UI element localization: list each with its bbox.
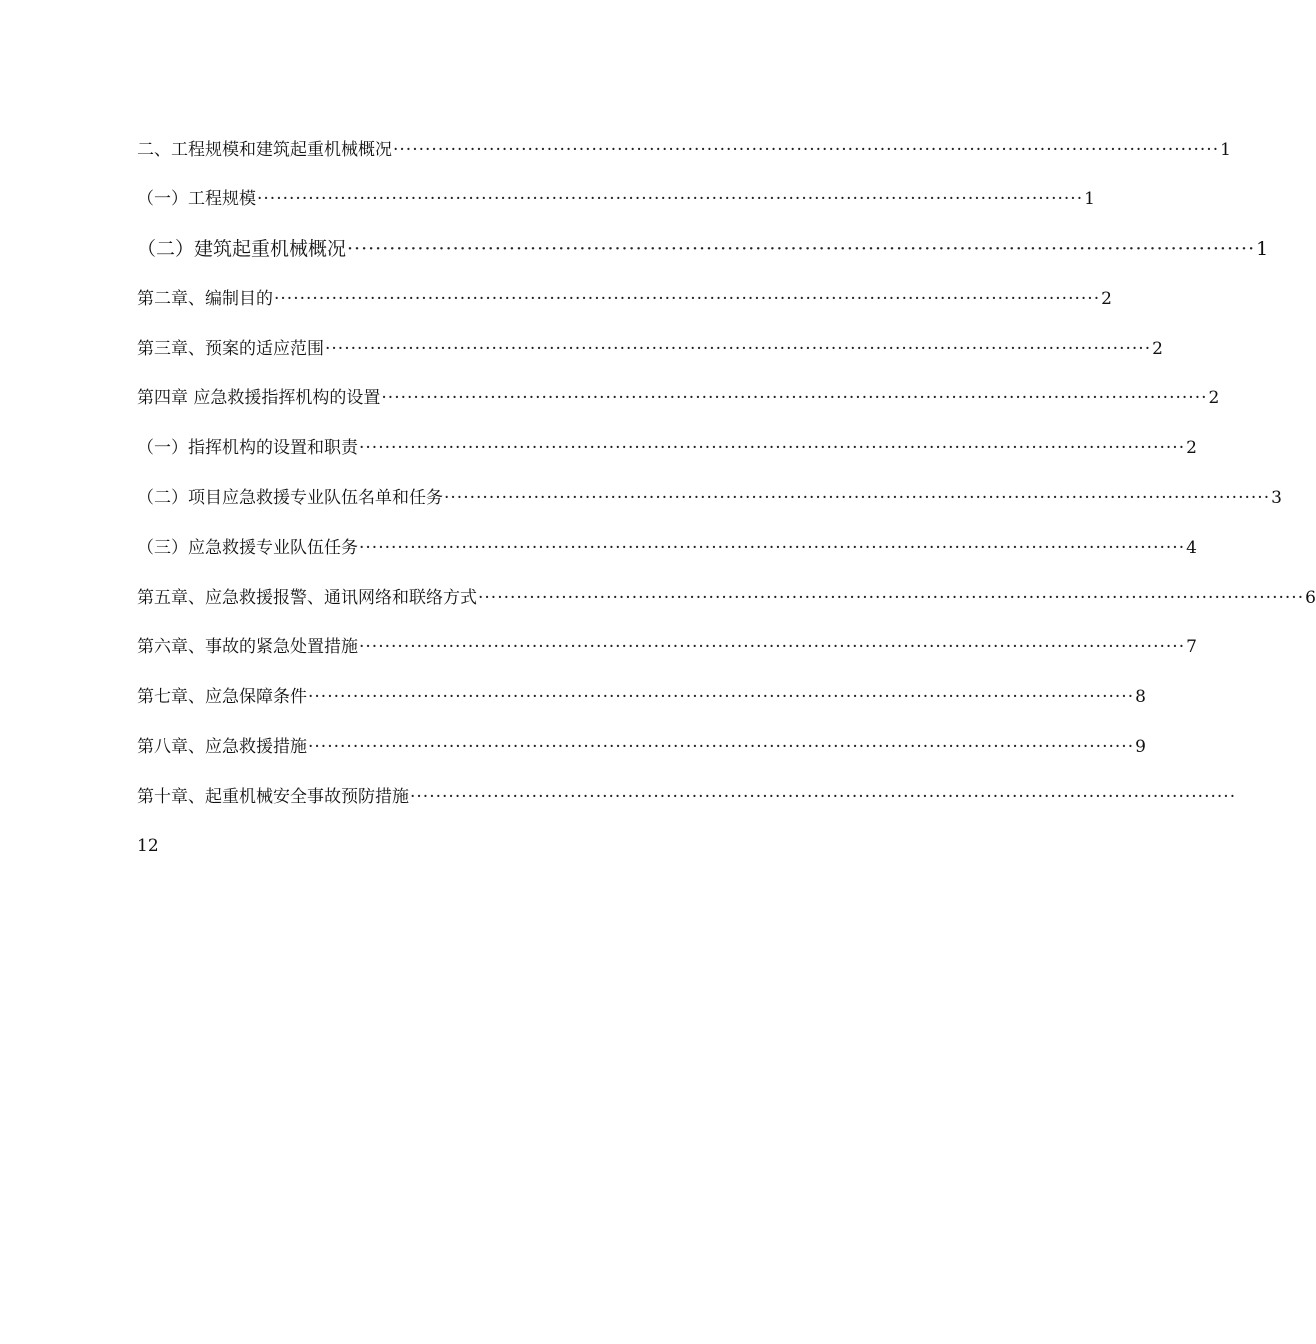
toc-entry-page: 8 <box>1135 687 1146 707</box>
toc-entry-label: （二）项目应急救援专业队伍名单和任务 <box>137 488 443 508</box>
toc-entry-page: 9 <box>1135 737 1146 757</box>
toc-entry-label: （三）应急救援专业队伍任务 <box>137 538 358 558</box>
toc-entry-label: 第二章、编制目的 <box>137 289 273 309</box>
toc-entry[interactable] <box>137 435 1197 461</box>
toc-entry[interactable] <box>137 585 1316 611</box>
toc-entry[interactable] <box>137 634 1197 660</box>
toc-leader-dots: ································································································································· <box>410 787 1237 807</box>
toc-entry[interactable] <box>137 186 1095 212</box>
toc-leader-dots: ································································································································· <box>257 189 1084 209</box>
toc-entry-label: 二、工程规模和建筑起重机械概况 <box>137 140 392 160</box>
toc-entry-page: 4 <box>1186 538 1197 558</box>
toc-entry-page: 1 <box>1084 189 1095 209</box>
toc-entry-label: 第七章、应急保障条件 <box>137 687 307 707</box>
toc-leader-dots: ································································································································· <box>478 588 1305 608</box>
toc-entry-page: 2 <box>1152 339 1163 359</box>
toc-entry[interactable] <box>137 385 1220 411</box>
toc-entry-label: 第六章、事故的紧急处置措施 <box>137 637 358 657</box>
toc-entry-label: （一）工程规模 <box>137 189 256 209</box>
toc-entry[interactable] <box>137 485 1282 511</box>
toc-entry-label: （二）建筑起重机械概况 <box>137 238 347 260</box>
toc-entry[interactable] <box>137 734 1146 760</box>
toc-entry[interactable] <box>137 336 1163 362</box>
toc-leader-dots: ································································································································· <box>359 538 1186 558</box>
toc-entry-label: 第五章、应急救援报警、通讯网络和联络方式 <box>137 588 477 608</box>
toc-entry-page: 2 <box>1208 388 1220 408</box>
toc-entry-page: 1 <box>1256 238 1269 260</box>
toc-entry-page-wrapped: 12 <box>137 836 159 856</box>
toc-leader-dots: ································································································································· <box>325 339 1152 359</box>
toc-entry[interactable] <box>137 236 1269 262</box>
toc-entry-page: 3 <box>1271 488 1282 508</box>
toc-leader-dots: ································································································································· <box>381 388 1208 408</box>
toc-entry[interactable] <box>137 137 1231 163</box>
toc-entry[interactable] <box>137 535 1197 561</box>
toc-leader-dots: ································································································································· <box>308 687 1135 707</box>
toc-leader-dots: ································································································································· <box>359 637 1186 657</box>
toc-entry-page: 1 <box>1220 140 1231 160</box>
toc-entry-label: 第十章、起重机械安全事故预防措施 <box>137 787 409 807</box>
toc-entry-label: 第八章、应急救援措施 <box>137 737 307 757</box>
toc-entry-page: 2 <box>1186 438 1197 458</box>
toc-entry-page: 7 <box>1186 637 1197 657</box>
toc-leader-dots: ································································································································· <box>393 140 1220 160</box>
toc-leader-dots: ································································································································· <box>444 488 1271 508</box>
toc-leader-dots: ································································································································· <box>347 238 1256 260</box>
toc-entry[interactable] <box>137 784 1237 810</box>
toc-entry-label: 第三章、预案的适应范围 <box>137 339 324 359</box>
toc-entry[interactable] <box>137 684 1146 710</box>
toc-entry[interactable] <box>137 286 1112 312</box>
toc-entry-label: （一）指挥机构的设置和职责 <box>137 438 358 458</box>
toc-entry-page: 2 <box>1101 289 1112 309</box>
toc-entry-page: 6 <box>1305 588 1316 608</box>
toc-leader-dots: ································································································································· <box>308 737 1135 757</box>
toc-leader-dots: ································································································································· <box>359 438 1186 458</box>
toc-entry-label: 第四章 应急救援指挥机构的设置 <box>137 388 381 408</box>
toc-leader-dots: ································································································································· <box>274 289 1101 309</box>
